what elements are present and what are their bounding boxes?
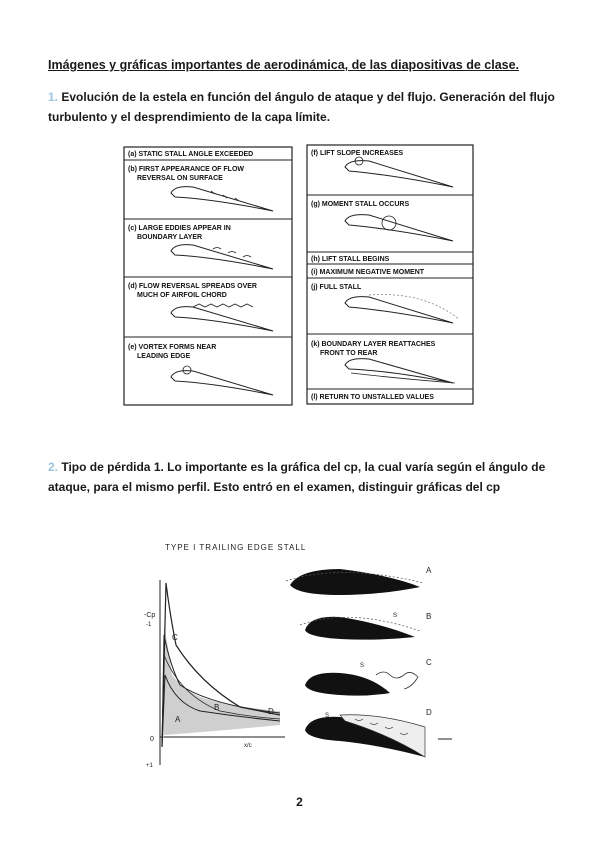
stall-label-e-1: (e) VORTEX FORMS NEAR — [128, 344, 217, 351]
section-1-paragraph — [48, 87, 558, 127]
stall-label-j: (j) FULL STALL — [311, 284, 362, 291]
cp-axis-label: -Cp — [144, 612, 156, 619]
state-label-d: D — [426, 708, 432, 717]
airfoil-sketch-g — [345, 215, 453, 241]
figure-title: TYPE I TRAILING EDGE STALL — [165, 543, 307, 552]
airfoil-state-c — [305, 658, 432, 696]
stall-sequence-figure — [123, 143, 475, 408]
stall-label-i: (i) MAXIMUM NEGATIVE MOMENT — [311, 269, 425, 276]
airfoil-sketch-b — [171, 187, 273, 211]
section-2-text: Tipo de pérdida 1. Lo importante es la gráfica del cp, la cual varía según el ángulo de ataque, para el mismo perfil. Esto entró en el examen, distinguir gráficas del cp — [48, 460, 546, 494]
separation-label-b: S — [393, 613, 398, 619]
stall-label-c-2: BOUNDARY LAYER — [137, 234, 203, 241]
airfoil-state-d — [305, 708, 452, 757]
x-axis-label: x/c — [244, 743, 252, 749]
airfoil-sketch-e — [171, 366, 273, 395]
stall-label-b-2: REVERSAL ON SURFACE — [137, 175, 223, 182]
section-2-paragraph — [48, 457, 558, 497]
stall-label-k-1: (k) BOUNDARY LAYER REATTACHES — [311, 341, 436, 348]
cp-curve-label-c: C — [172, 633, 178, 642]
airfoil-sketch-k — [345, 359, 455, 383]
stall-label-g: (g) MOMENT STALL OCCURS — [311, 201, 410, 208]
stall-label-b-1: (b) FIRST APPEARANCE OF FLOW — [128, 166, 245, 173]
airfoil-state-a — [286, 566, 432, 595]
state-label-c: C — [426, 658, 432, 667]
state-label-b: B — [426, 612, 432, 621]
stall-label-d-1: (d) FLOW REVERSAL SPREADS OVER — [128, 283, 257, 290]
section-1-number: 1. — [48, 90, 59, 104]
cp-tick-bottom: +1 — [146, 763, 153, 769]
stall-label-d-2: MUCH OF AIRFOIL CHORD — [137, 292, 227, 299]
separation-label-c: S — [360, 663, 365, 669]
page-number: 2 — [296, 795, 303, 809]
airfoil-sketch-c — [171, 245, 273, 269]
cp-curve-label-a: A — [175, 715, 181, 724]
airfoil-sketch-f — [345, 157, 453, 187]
stall-label-k-2: FRONT TO REAR — [320, 350, 378, 357]
cp-curve-label-d: D — [268, 707, 274, 716]
page-title: Imágenes y gráficas importantes de aerodinámica, de las diapositivas de clase. — [48, 58, 520, 72]
trailing-edge-stall-figure — [140, 535, 460, 775]
stall-label-f: (f) LIFT SLOPE INCREASES — [311, 150, 404, 157]
section-1-text: Evolución de la estela en función del ángulo de ataque y del flujo. Generación del flujo turbulento y el desprendimiento de la capa límite. — [48, 90, 555, 124]
cp-tick-zero: 0 — [150, 736, 154, 743]
airfoil-sketch-j — [345, 295, 459, 324]
cp-graph — [144, 580, 285, 769]
stall-label-e-2: LEADING EDGE — [137, 353, 191, 360]
airfoil-state-b — [300, 612, 431, 640]
stall-label-l: (l) RETURN TO UNSTALLED VALUES — [311, 394, 434, 401]
section-2-number: 2. — [48, 460, 59, 474]
separation-label-d: S — [325, 713, 330, 719]
stall-label-c-1: (c) LARGE EDDIES APPEAR IN — [128, 225, 231, 232]
stall-label-h: (h) LIFT STALL BEGINS — [311, 256, 390, 263]
cp-tick-top: -1 — [146, 622, 152, 628]
cp-curve-label-b: B — [214, 703, 220, 712]
stall-label-a: (a) STATIC STALL ANGLE EXCEEDED — [128, 151, 254, 158]
airfoil-sketch-d — [171, 304, 273, 331]
state-label-a: A — [426, 566, 432, 575]
